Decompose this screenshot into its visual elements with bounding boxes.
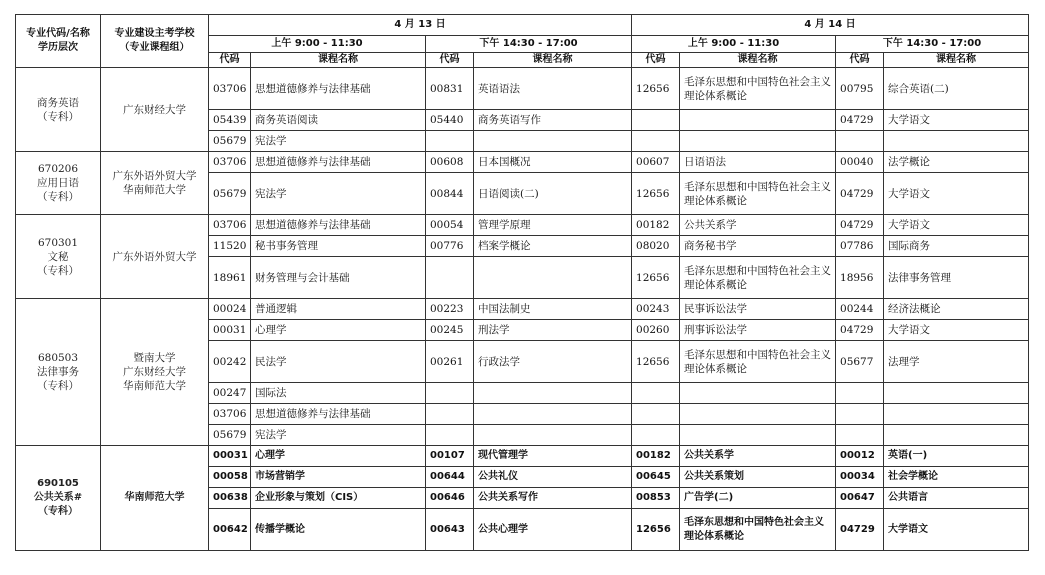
- course-code: [426, 404, 474, 425]
- code-header: 代码: [209, 53, 251, 68]
- course-name: [474, 383, 632, 404]
- course-code: [836, 383, 884, 404]
- school-line: 暨南大学: [133, 352, 176, 364]
- course-name-header: 课程名称: [884, 53, 1029, 68]
- course-code: 00638: [209, 488, 251, 509]
- course-code: 00058: [209, 467, 251, 488]
- course-code: [836, 425, 884, 446]
- course-code: [836, 131, 884, 152]
- course-name: 广告学(二): [680, 488, 836, 509]
- course-name: 中国法制史: [474, 299, 632, 320]
- course-code: 12656: [632, 257, 680, 299]
- course-code: 05440: [426, 110, 474, 131]
- major-line: （专科）: [38, 506, 78, 517]
- code-header: 代码: [836, 53, 884, 68]
- course-code: 00795: [836, 68, 884, 110]
- course-name: 思想道德修养与法律基础: [251, 152, 426, 173]
- major-cell: [16, 215, 101, 299]
- course-code: 00012: [836, 446, 884, 467]
- course-name: 心理学: [251, 446, 426, 467]
- course-name: 民事诉讼法学: [680, 299, 836, 320]
- course-name: 公共关系学: [680, 446, 836, 467]
- table-row: [16, 152, 1029, 173]
- course-name: 毛泽东思想和中国特色社会主义理论体系概论: [680, 341, 836, 383]
- course-name: 法学概论: [884, 152, 1029, 173]
- course-name: 公共关系学: [680, 215, 836, 236]
- course-code: 05679: [209, 131, 251, 152]
- course-code: 03706: [209, 152, 251, 173]
- day1-pm-header: 下午 14:30 - 17:00: [426, 36, 632, 53]
- major-column-header: 专业代码/名称 学历层次: [16, 15, 101, 68]
- course-name-header: 课程名称: [251, 53, 426, 68]
- course-name: 宪法学: [251, 131, 426, 152]
- course-name-header: 课程名称: [680, 53, 836, 68]
- course-name: 大学语文: [884, 215, 1029, 236]
- course-code: 00608: [426, 152, 474, 173]
- course-code: 12656: [632, 341, 680, 383]
- course-name: 毛泽东思想和中国特色社会主义理论体系概论: [680, 257, 836, 299]
- course-code: 12656: [632, 509, 680, 551]
- school-line: 广东外语外贸大学: [112, 250, 197, 263]
- major-line: 690105: [37, 478, 79, 489]
- table-row: [16, 215, 1029, 236]
- course-name: 秘书事务管理: [251, 236, 426, 257]
- course-code: 05677: [836, 341, 884, 383]
- course-code: 00853: [632, 488, 680, 509]
- course-name: 刑事诉讼法学: [680, 320, 836, 341]
- course-code: 03706: [209, 215, 251, 236]
- course-name: 商务英语写作: [474, 110, 632, 131]
- course-name: 经济法概论: [884, 299, 1029, 320]
- code-header: 代码: [426, 53, 474, 68]
- course-name: 日语阅读(二): [474, 173, 632, 215]
- course-code: 00247: [209, 383, 251, 404]
- course-name: 行政法学: [474, 341, 632, 383]
- school-line: 华南师范大学: [124, 492, 185, 503]
- exam-schedule-table: [15, 14, 1029, 551]
- course-name: 综合英语(二): [884, 68, 1029, 110]
- course-name: [884, 383, 1029, 404]
- course-code: 00844: [426, 173, 474, 215]
- course-code: 04729: [836, 320, 884, 341]
- school-line: 广东财经大学: [123, 366, 186, 378]
- course-name: [680, 425, 836, 446]
- course-code: [426, 257, 474, 299]
- course-name: 公共关系策划: [680, 467, 836, 488]
- course-code: 04729: [836, 215, 884, 236]
- table-row: [16, 68, 1029, 110]
- course-code: 11520: [209, 236, 251, 257]
- course-code: 00024: [209, 299, 251, 320]
- course-name: [474, 425, 632, 446]
- course-code: 05679: [209, 425, 251, 446]
- school-cell: [101, 152, 209, 215]
- course-code: 00223: [426, 299, 474, 320]
- course-name: 宪法学: [251, 173, 426, 215]
- major-line: （专科）: [37, 110, 79, 123]
- course-name: 日语语法: [680, 152, 836, 173]
- code-header: 代码: [632, 53, 680, 68]
- course-name: 法理学: [884, 341, 1029, 383]
- course-code: [632, 425, 680, 446]
- course-name: 心理学: [251, 320, 426, 341]
- major-cell: [16, 68, 101, 152]
- course-name: 思想道德修养与法律基础: [251, 215, 426, 236]
- course-name: 公共心理学: [474, 509, 632, 551]
- course-name: 公共礼仪: [474, 467, 632, 488]
- course-code: 00776: [426, 236, 474, 257]
- course-name: [474, 257, 632, 299]
- course-name: 商务英语阅读: [251, 110, 426, 131]
- course-code: 00242: [209, 341, 251, 383]
- course-code: 00040: [836, 152, 884, 173]
- course-code: 00054: [426, 215, 474, 236]
- school-line: 广东外语外贸大学: [112, 170, 197, 182]
- major-cell: [16, 299, 101, 446]
- school-cell: [101, 215, 209, 299]
- course-code: [426, 383, 474, 404]
- course-code: 04729: [836, 173, 884, 215]
- course-name: 社会学概论: [884, 467, 1029, 488]
- course-code: 12656: [632, 68, 680, 110]
- course-name: [884, 404, 1029, 425]
- course-code: 00831: [426, 68, 474, 110]
- course-code: [632, 131, 680, 152]
- major-line: 应用日语: [37, 177, 79, 189]
- course-name: [680, 404, 836, 425]
- course-code: 00244: [836, 299, 884, 320]
- school-column-header: 专业建设主考学校 （专业课程组）: [101, 15, 209, 68]
- course-name: 宪法学: [251, 425, 426, 446]
- course-code: 00261: [426, 341, 474, 383]
- course-code: 00243: [632, 299, 680, 320]
- school-line: 华南师范大学: [123, 380, 186, 392]
- day1-header: 4 月 13 日: [209, 15, 632, 36]
- course-name: 商务秘书学: [680, 236, 836, 257]
- course-code: 00260: [632, 320, 680, 341]
- major-line: 670206: [37, 163, 79, 175]
- course-name: 日本国概况: [474, 152, 632, 173]
- table-row: [16, 299, 1029, 320]
- course-code: [632, 404, 680, 425]
- course-name: 思想道德修养与法律基础: [251, 68, 426, 110]
- course-code: 05679: [209, 173, 251, 215]
- course-name: 英语(一): [884, 446, 1029, 467]
- course-name: 公共语言: [884, 488, 1029, 509]
- course-code: 00182: [632, 446, 680, 467]
- course-code: 00245: [426, 320, 474, 341]
- major-line: 670301: [37, 236, 79, 249]
- course-code: 08020: [632, 236, 680, 257]
- course-name: 大学语文: [884, 509, 1029, 551]
- course-name: 财务管理与会计基础: [251, 257, 426, 299]
- course-name: 民法学: [251, 341, 426, 383]
- course-code: 00643: [426, 509, 474, 551]
- major-cell: [16, 446, 101, 551]
- course-name: 毛泽东思想和中国特色社会主义理论体系概论: [680, 68, 836, 110]
- course-name: 大学语文: [884, 110, 1029, 131]
- course-code: 05439: [209, 110, 251, 131]
- major-line: 文秘: [47, 250, 69, 263]
- course-name: 普通逻辑: [251, 299, 426, 320]
- course-name: 现代管理学: [474, 446, 632, 467]
- course-code: 07786: [836, 236, 884, 257]
- course-code: [836, 404, 884, 425]
- day1-am-header: 上午 9:00 - 11:30: [209, 36, 426, 53]
- course-code: 00645: [632, 467, 680, 488]
- course-name: [474, 131, 632, 152]
- table-row: [16, 446, 1029, 467]
- course-code: 00034: [836, 467, 884, 488]
- schedule-body: [16, 68, 1029, 551]
- course-code: 00031: [209, 320, 251, 341]
- course-name-header: 课程名称: [474, 53, 632, 68]
- course-code: [426, 131, 474, 152]
- course-name: [474, 404, 632, 425]
- course-name: [680, 383, 836, 404]
- course-code: 03706: [209, 404, 251, 425]
- course-code: 03706: [209, 68, 251, 110]
- course-name: 毛泽东思想和中国特色社会主义理论体系概论: [680, 173, 836, 215]
- course-name: 毛泽东思想和中国特色社会主义理论体系概论: [680, 509, 836, 551]
- course-code: 00646: [426, 488, 474, 509]
- course-name: 刑法学: [474, 320, 632, 341]
- course-name: [680, 131, 836, 152]
- course-code: 00647: [836, 488, 884, 509]
- day2-header: 4 月 14 日: [632, 15, 1029, 36]
- course-name: 国际法: [251, 383, 426, 404]
- course-code: 00107: [426, 446, 474, 467]
- course-code: 12656: [632, 173, 680, 215]
- course-name: 传播学概论: [251, 509, 426, 551]
- course-name: [680, 110, 836, 131]
- course-name: 思想道德修养与法律基础: [251, 404, 426, 425]
- course-code: [426, 425, 474, 446]
- major-line: （专科）: [37, 380, 79, 392]
- major-line: （专科）: [37, 191, 79, 203]
- course-name: 国际商务: [884, 236, 1029, 257]
- course-name: 公共关系写作: [474, 488, 632, 509]
- major-line: 商务英语: [37, 96, 79, 109]
- course-code: 00607: [632, 152, 680, 173]
- course-name: [884, 131, 1029, 152]
- school-cell: [101, 68, 209, 152]
- course-code: [632, 383, 680, 404]
- course-code: [632, 110, 680, 131]
- school-line: 广东财经大学: [123, 103, 186, 116]
- course-code: 18956: [836, 257, 884, 299]
- course-name: 企业形象与策划（CIS）: [251, 488, 426, 509]
- course-code: 04729: [836, 509, 884, 551]
- course-name: 市场营销学: [251, 467, 426, 488]
- course-name: 英语语法: [474, 68, 632, 110]
- course-code: 00642: [209, 509, 251, 551]
- course-name: 大学语文: [884, 173, 1029, 215]
- major-cell: [16, 152, 101, 215]
- course-code: 00644: [426, 467, 474, 488]
- course-name: [884, 425, 1029, 446]
- course-code: 04729: [836, 110, 884, 131]
- major-line: （专科）: [37, 264, 79, 277]
- course-name: 大学语文: [884, 320, 1029, 341]
- major-line: 公共关系#: [33, 492, 83, 503]
- school-line: 华南师范大学: [123, 184, 186, 196]
- course-name: 法律事务管理: [884, 257, 1029, 299]
- course-code: 00031: [209, 446, 251, 467]
- major-line: 法律事务: [37, 366, 79, 378]
- day2-pm-header: 下午 14:30 - 17:00: [836, 36, 1029, 53]
- day2-am-header: 上午 9:00 - 11:30: [632, 36, 836, 53]
- course-code: 18961: [209, 257, 251, 299]
- major-line: 680503: [37, 352, 79, 364]
- school-cell: [101, 446, 209, 551]
- school-cell: [101, 299, 209, 446]
- course-name: 档案学概论: [474, 236, 632, 257]
- course-code: 00182: [632, 215, 680, 236]
- course-name: 管理学原理: [474, 215, 632, 236]
